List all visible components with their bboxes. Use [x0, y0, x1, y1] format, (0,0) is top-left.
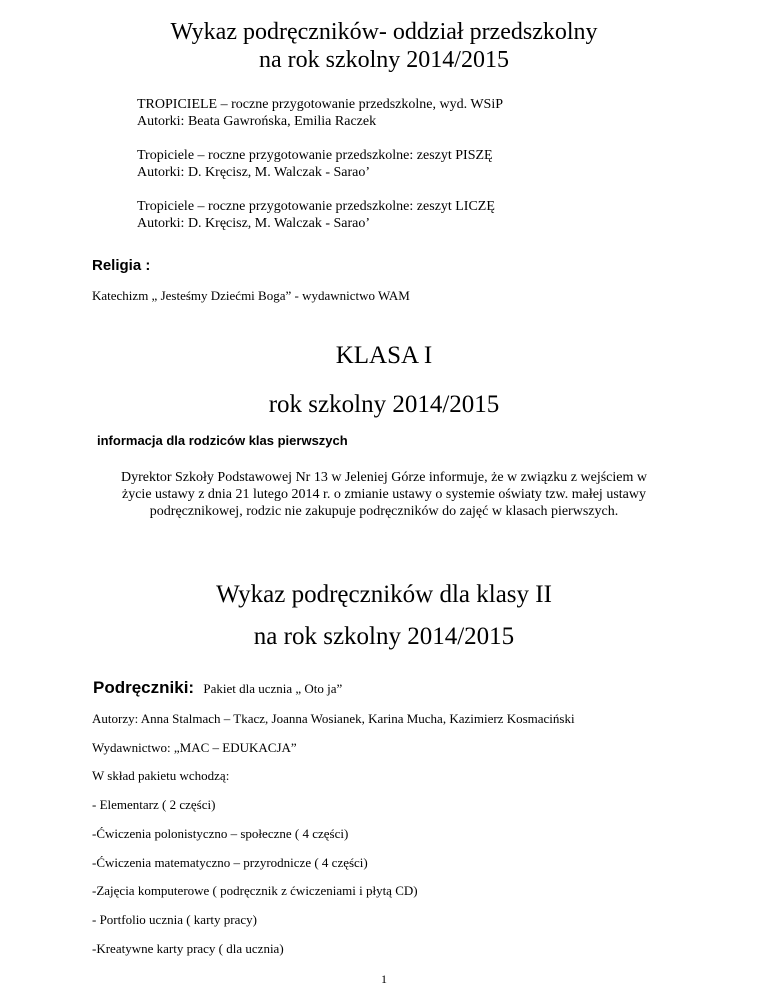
book-2-authors: Autorki: D. Kręcisz, M. Walczak - Sarao’ [137, 165, 371, 180]
class2-textbooks-label [93, 678, 342, 699]
class2-item-3: -Ćwiczenia matematyczno – przyrodnicze ( 4 części) [92, 855, 368, 870]
class2-title: Wykaz podręczników dla klasy II [216, 581, 552, 608]
package-name: Pakiet dla ucznia „ Oto ja” [203, 681, 343, 696]
class2-publisher: Wydawnictwo: „MAC – EDUKACJA” [92, 740, 297, 755]
class2-item-6: -Kreatywne karty pracy ( dla ucznia) [92, 941, 284, 956]
book-3-title: Tropiciele – roczne przygotowanie przedszkolne: zeszyt LICZĘ [137, 199, 495, 214]
textbooks-label: Podręczniki: [93, 678, 195, 697]
book-1-authors: Autorki: Beata Gawrońska, Emilia Raczek [137, 114, 377, 129]
class2-authors: Autorzy: Anna Stalmach – Tkacz, Joanna Wosianek, Karina Mucha, Kazimierz Kosmaciński [92, 711, 575, 726]
religion-heading: Religia : [92, 257, 151, 274]
class2-item-1: - Elementarz ( 2 części) [92, 797, 216, 812]
class2-item-4: -Zajęcia komputerowe ( podręcznik z ćwiczeniami i płytą CD) [92, 883, 418, 898]
book-3-authors: Autorki: D. Kręcisz, M. Walczak - Sarao’ [137, 216, 371, 231]
class2-item-5: - Portfolio ucznia ( karty pracy) [92, 912, 257, 927]
class1-title: KLASA I [335, 342, 433, 369]
religion-text: Katechizm „ Jesteśmy Dziećmi Boga” - wydawnictwo WAM [92, 288, 410, 303]
class2-contents-intro: W skład pakietu wchodzą: [92, 768, 230, 783]
class1-info-heading: informacja dla rodziców klas pierwszych [97, 433, 348, 448]
class2-year: na rok szkolny 2014/2015 [253, 623, 515, 650]
page-number: 1 [381, 972, 387, 986]
class1-info-line1: Dyrektor Szkoły Podstawowej Nr 13 w Jeleniej Górze informuje, że w związku z wejściem w [120, 470, 647, 485]
class1-info-line2: życie ustawy z dnia 21 lutego 2014 r. o zmianie ustawy o systemie oświaty tzw. małej ustawy [122, 487, 646, 502]
book-1-title: TROPICIELE – roczne przygotowanie przedszkolne, wyd. WSiP [137, 97, 503, 112]
class1-info-line3: podręcznikowej, rodzic nie zakupuje podręczników do zajęć w klasach pierwszych. [149, 504, 619, 519]
class2-item-2: -Ćwiczenia polonistyczno – społeczne ( 4 części) [92, 826, 349, 841]
preschool-title-line2: na rok szkolny 2014/2015 [259, 47, 509, 73]
class1-year: rok szkolny 2014/2015 [268, 391, 500, 418]
preschool-title-line1: Wykaz podręczników- oddział przedszkolny [170, 19, 598, 45]
book-2-title: Tropiciele – roczne przygotowanie przedszkolne: zeszyt PISZĘ [137, 148, 493, 163]
